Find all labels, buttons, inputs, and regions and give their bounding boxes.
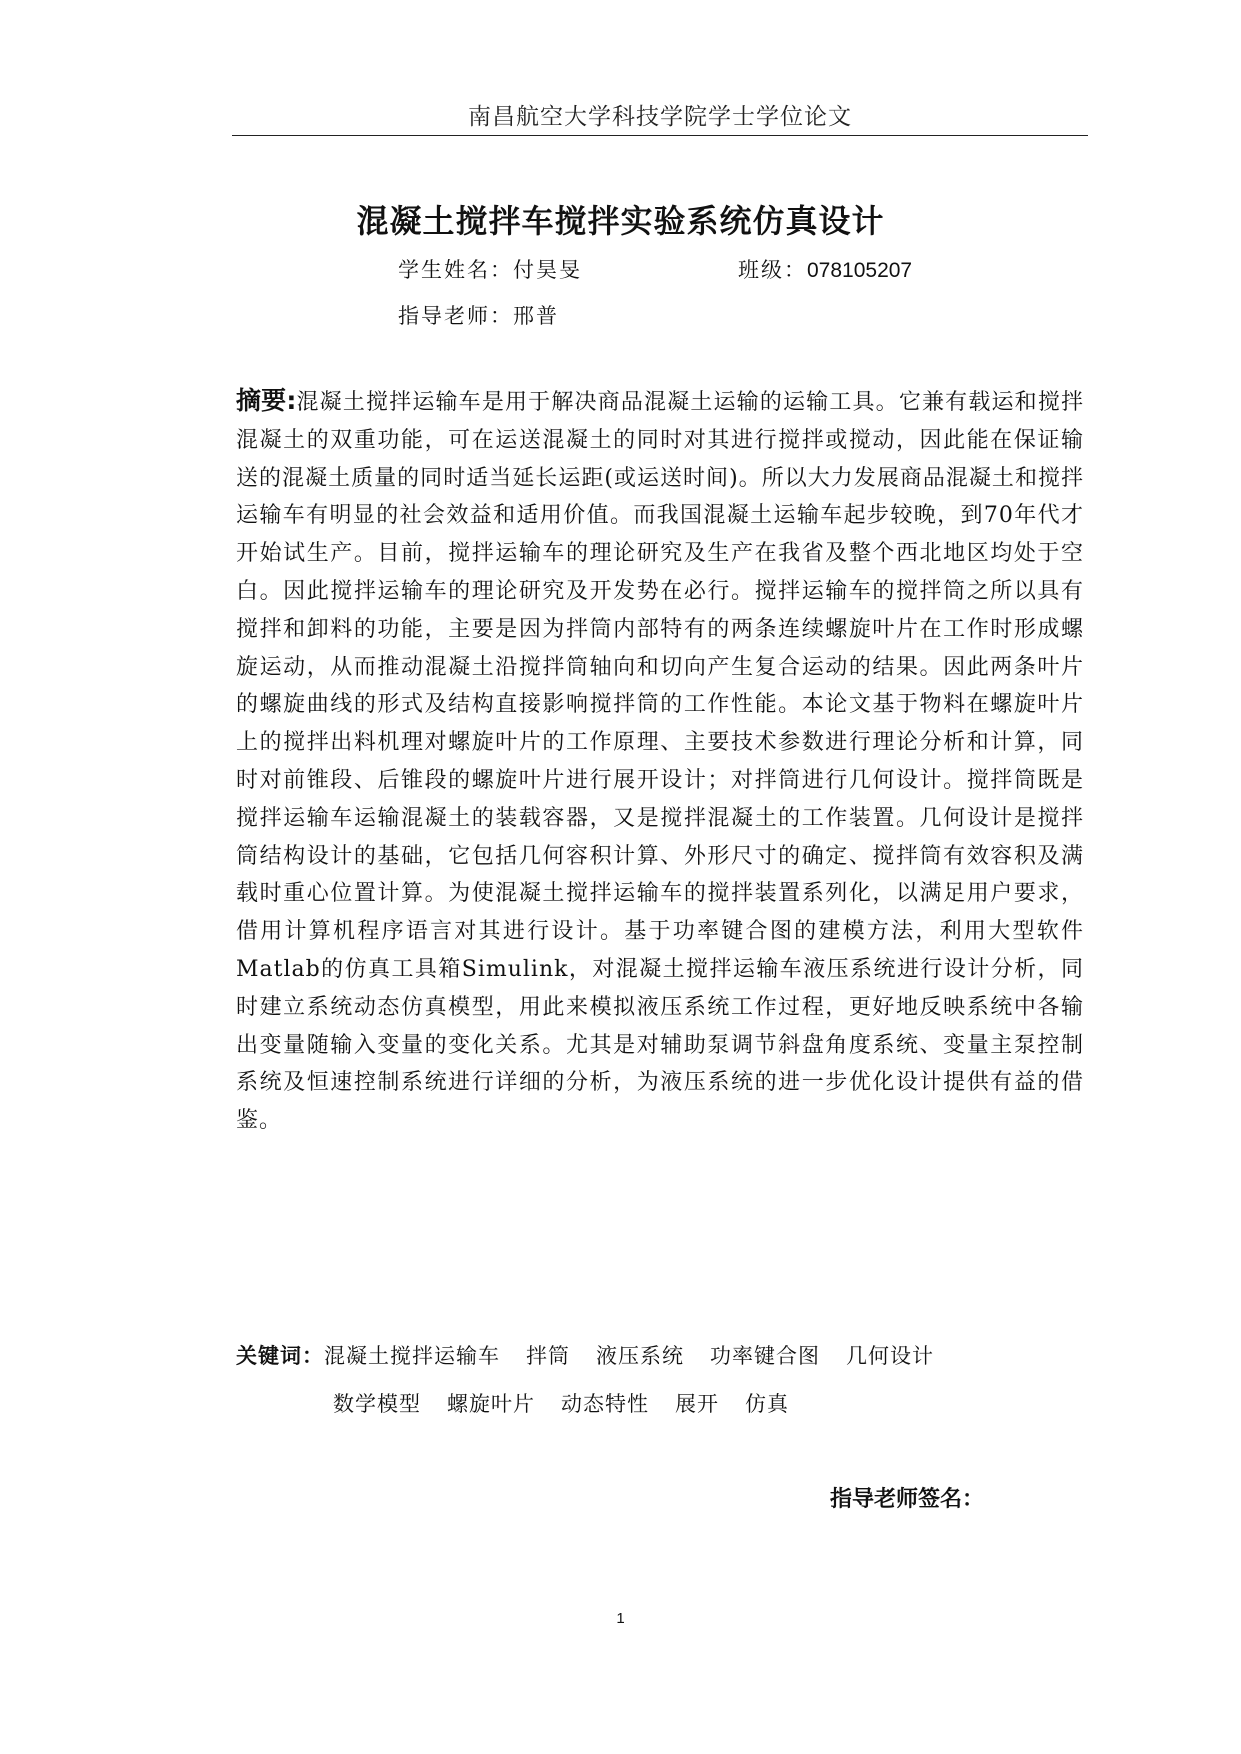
class-info xyxy=(738,254,912,284)
student-label: 学生姓名： xyxy=(398,258,513,282)
abstract-paragraph xyxy=(236,382,1084,1140)
keywords-row-2 xyxy=(333,1388,815,1418)
keyword: 功率键合图 xyxy=(710,1344,820,1368)
advisor-label: 指导老师： xyxy=(398,304,513,328)
keyword: 动态特性 xyxy=(561,1392,649,1416)
keyword: 液压系统 xyxy=(596,1344,684,1368)
class-label: 班级： xyxy=(738,258,807,282)
abstract-label: 摘要: xyxy=(236,386,297,415)
keyword: 螺旋叶片 xyxy=(447,1392,535,1416)
keywords-row-1 xyxy=(236,1340,960,1370)
advisor-info xyxy=(398,300,559,330)
advisor-name: 邢普 xyxy=(513,304,559,328)
running-header: 南昌航空大学科技学院学士学位论文 xyxy=(468,104,852,130)
class-number: 078105207 xyxy=(807,259,913,282)
keyword: 数学模型 xyxy=(333,1392,421,1416)
student-info xyxy=(398,254,582,284)
header-divider xyxy=(232,135,1088,136)
keyword: 几何设计 xyxy=(846,1344,934,1368)
advisor-signature-label: 指导老师签名： xyxy=(830,1487,985,1512)
page-number: 1 xyxy=(616,1610,625,1627)
keyword: 混凝土搅拌运输车 xyxy=(324,1344,500,1368)
paper-title: 混凝土搅拌车搅拌实验系统仿真设计 xyxy=(356,202,885,240)
abstract-text: 混凝土搅拌运输车是用于解决商品混凝土运输的运输工具。它兼有载运和搅拌混凝土的双重功能，可在运送混凝土的同时对其进行搅拌或搅动，因此能在保证输送的混凝土质量的同时适当延长运距(或运送时间)。所以大力发展商品混凝土和搅拌运输车有明显的社会效益和适用价值。而我国混凝土运输车起步较晚，到70年代才开始试生产。目前，搅拌运输车的理论研究及生产在我省及整个西北地区均处于空白。因此搅拌运输车的理论研究及开发势在必行。搅拌运输车的搅拌筒之所以具有搅拌和卸料的功能，主要是因为拌筒内部特有的两条连续螺旋叶片在工作时形成螺旋运动，从而推动混凝土沿搅拌筒轴向和切向产生复合运动的结果。因此两条叶片的螺旋曲线的形式及结构直接影响搅拌筒的工作性能。本论文基于物料在螺旋叶片上的搅拌出料机理对螺旋叶片的工作原理、主要技术参数进行理论分析和计算，同时对前锥段、后锥段的螺旋叶片进行展开设计；对拌筒进行几何设计。搅拌筒既是搅拌运输车运输混凝土的装载容器，又是搅拌混凝土的工作装置。几何设计是搅拌筒结构设计的基础，它包括几何容积计算、外形尺寸的确定、搅拌筒有效容积及满载时重心位置计算。为使混凝土搅拌运输车的搅拌装置系列化，以满足用户要求，借用计算机程序语言对其进行设计。基于功率键合图的建模方法，利用大型软件Matlab的仿真工具箱Simulink，对混凝土搅拌运输车液压系统进行设计分析，同时建立系统动态仿真模型，用此来模拟液压系统工作过程，更好地反映系统中各输出变量随输入变量的变化关系。尤其是对辅助泵调节斜盘角度系统、变量主泵控制系统及恒速控制系统进行详细的分析，为液压系统的进一步优化设计提供有益的借鉴。 xyxy=(236,390,1084,1134)
student-name: 付昊旻 xyxy=(513,258,582,282)
keywords-label: 关键词： xyxy=(236,1344,324,1368)
keyword: 仿真 xyxy=(745,1392,789,1416)
keyword: 展开 xyxy=(675,1392,719,1416)
keyword: 拌筒 xyxy=(526,1344,570,1368)
